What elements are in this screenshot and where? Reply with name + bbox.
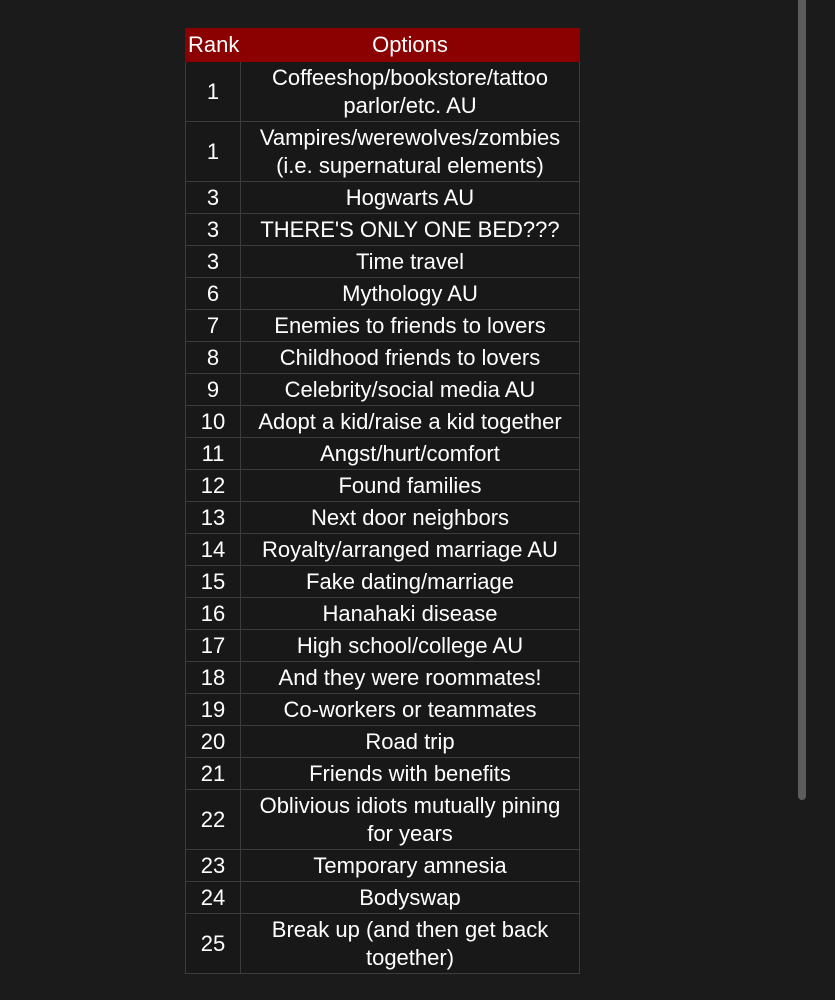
option-cell: Enemies to friends to lovers bbox=[241, 310, 580, 342]
table-row bbox=[186, 214, 580, 246]
rank-cell: 10 bbox=[186, 406, 241, 438]
rank-cell: 18 bbox=[186, 662, 241, 694]
rank-cell: 8 bbox=[186, 342, 241, 374]
option-cell: Bodyswap bbox=[241, 882, 580, 914]
rank-cell: 7 bbox=[186, 310, 241, 342]
table-row bbox=[186, 246, 580, 278]
table-row bbox=[186, 374, 580, 406]
rank-cell: 3 bbox=[186, 214, 241, 246]
option-cell: Friends with benefits bbox=[241, 758, 580, 790]
option-cell: Royalty/arranged marriage AU bbox=[241, 534, 580, 566]
table-row bbox=[186, 182, 580, 214]
option-cell: Coffeeshop/bookstore/tattoo parlor/etc. AU bbox=[241, 62, 580, 122]
rank-cell: 20 bbox=[186, 726, 241, 758]
table-row bbox=[186, 790, 580, 850]
table-row bbox=[186, 662, 580, 694]
table-row bbox=[186, 342, 580, 374]
rank-cell: 1 bbox=[186, 62, 241, 122]
table-row bbox=[186, 470, 580, 502]
option-cell: Adopt a kid/raise a kid together bbox=[241, 406, 580, 438]
option-cell: Next door neighbors bbox=[241, 502, 580, 534]
option-cell: THERE'S ONLY ONE BED??? bbox=[241, 214, 580, 246]
option-cell: Mythology AU bbox=[241, 278, 580, 310]
rank-cell: 24 bbox=[186, 882, 241, 914]
rank-cell: 9 bbox=[186, 374, 241, 406]
table-row bbox=[186, 406, 580, 438]
option-cell: Hogwarts AU bbox=[241, 182, 580, 214]
option-cell: And they were roommates! bbox=[241, 662, 580, 694]
table-row bbox=[186, 502, 580, 534]
option-cell: Found families bbox=[241, 470, 580, 502]
option-cell: Fake dating/marriage bbox=[241, 566, 580, 598]
table-header-row bbox=[186, 29, 580, 62]
rank-cell: 25 bbox=[186, 914, 241, 974]
rank-cell: 21 bbox=[186, 758, 241, 790]
option-cell: Co-workers or teammates bbox=[241, 694, 580, 726]
rank-cell: 12 bbox=[186, 470, 241, 502]
table-row bbox=[186, 694, 580, 726]
table-row bbox=[186, 726, 580, 758]
table-row bbox=[186, 534, 580, 566]
rank-cell: 14 bbox=[186, 534, 241, 566]
option-cell: Break up (and then get back together) bbox=[241, 914, 580, 974]
table-row bbox=[186, 278, 580, 310]
rank-cell: 15 bbox=[186, 566, 241, 598]
option-cell: Angst/hurt/comfort bbox=[241, 438, 580, 470]
option-cell: High school/college AU bbox=[241, 630, 580, 662]
rank-cell: 6 bbox=[186, 278, 241, 310]
option-cell: Childhood friends to lovers bbox=[241, 342, 580, 374]
rank-cell: 22 bbox=[186, 790, 241, 850]
rank-cell: 17 bbox=[186, 630, 241, 662]
scrollbar-thumb[interactable] bbox=[798, 0, 806, 800]
option-cell: Oblivious idiots mutually pining for years bbox=[241, 790, 580, 850]
rank-cell: 16 bbox=[186, 598, 241, 630]
option-cell: Temporary amnesia bbox=[241, 850, 580, 882]
rank-cell: 3 bbox=[186, 182, 241, 214]
rank-cell: 13 bbox=[186, 502, 241, 534]
ranking-table bbox=[185, 28, 580, 974]
table-row bbox=[186, 310, 580, 342]
option-cell: Time travel bbox=[241, 246, 580, 278]
table-row bbox=[186, 566, 580, 598]
rank-cell: 1 bbox=[186, 122, 241, 182]
table-row bbox=[186, 850, 580, 882]
table-row bbox=[186, 62, 580, 122]
option-cell: Vampires/werewolves/zombies (i.e. supernatural elements) bbox=[241, 122, 580, 182]
table-row bbox=[186, 914, 580, 974]
table-row bbox=[186, 630, 580, 662]
table-row bbox=[186, 122, 580, 182]
table-row bbox=[186, 758, 580, 790]
table-row bbox=[186, 598, 580, 630]
option-cell: Road trip bbox=[241, 726, 580, 758]
rank-cell: 19 bbox=[186, 694, 241, 726]
rank-cell: 11 bbox=[186, 438, 241, 470]
options-column-header: Options bbox=[241, 29, 580, 62]
rank-column-header: Rank bbox=[186, 29, 241, 62]
table-row bbox=[186, 438, 580, 470]
table-row bbox=[186, 882, 580, 914]
rank-cell: 3 bbox=[186, 246, 241, 278]
option-cell: Hanahaki disease bbox=[241, 598, 580, 630]
rank-cell: 23 bbox=[186, 850, 241, 882]
option-cell: Celebrity/social media AU bbox=[241, 374, 580, 406]
